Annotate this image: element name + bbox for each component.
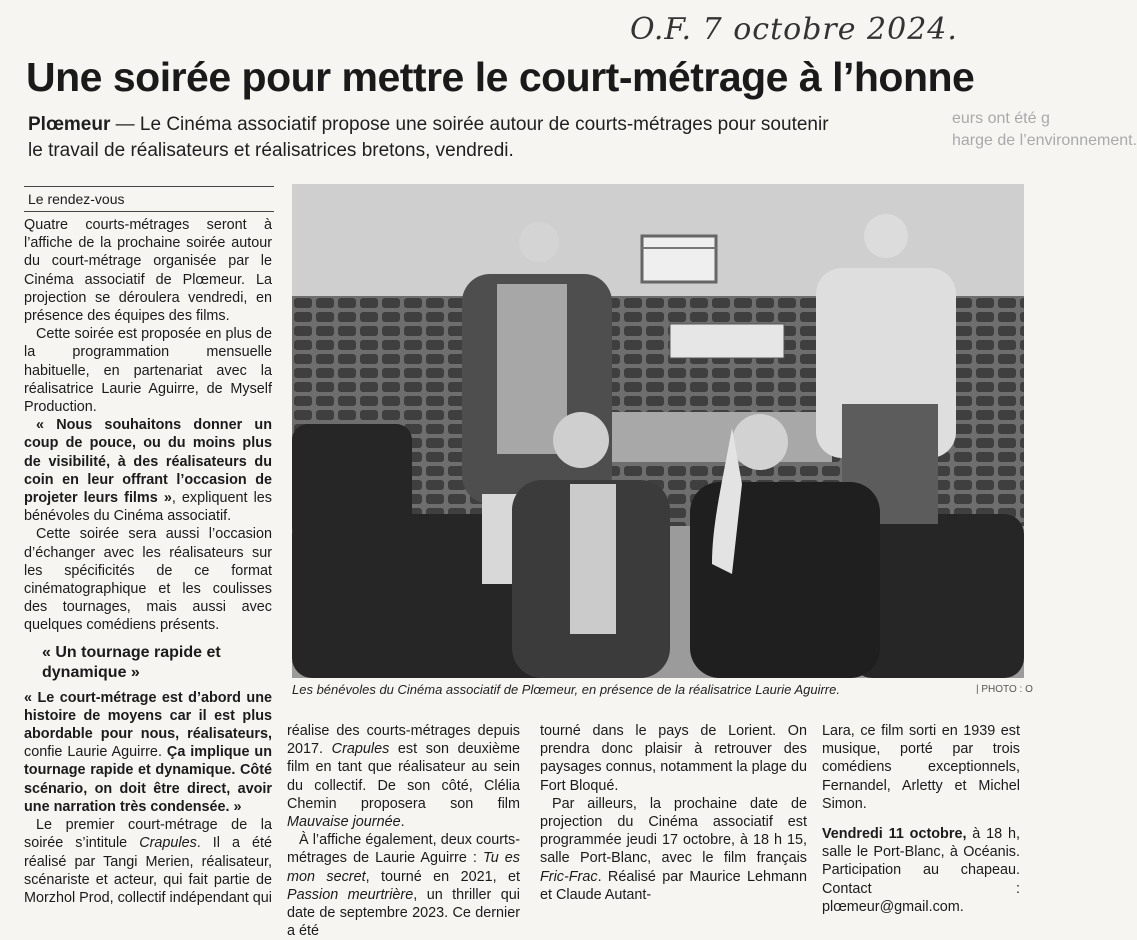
film-title: Mauvaise journée [287,814,401,831]
event-date: Vendredi 11 octobre, [822,826,967,843]
column-3 [540,722,807,904]
paragraph [540,795,807,904]
paragraph: Cette soirée est proposée en plus de la programmation mensuelle habituelle, en partenariat avec la réalisatrice Laurie Aguirre, de Myself Production. [24,326,272,416]
paragraph: Quatre courts-métrages seront à l’affiche de la prochaine soirée autour du court-métrage organisée par le Cinéma associatif de Plœmeur. La projection se déroulera vendredi, en présence des équipes des films. [24,217,272,325]
text: réalise des courts-métrages depuis 2017. [287,723,520,758]
text: Par ailleurs, la prochaine date de projection du Cinéma associatif est programmée jeudi 17 octobre, à 18 h 15, salle Port-Blanc, avec le film français [540,795,807,867]
text: , un thriller qui date de septembre 2023. Ce dernier a été [287,886,520,940]
text: À l’affiche également, deux courts-métrages de Laurie Aguirre : [287,832,520,867]
adjacent-article-fragment [952,108,1137,168]
text: , tourné en 2021, et [365,868,520,885]
photo-caption: Les bénévoles du Cinéma associatif de Plœmeur, en présence de la réalisatrice Laurie Aguirre. [292,682,840,697]
text: . [400,814,405,831]
text: Le premier court-métrage de la soirée s’intitule [24,817,272,852]
text: . Il a été réalisé par Tangi Merien, réalisateur, scénariste et acteur, qui fait partie de Morzhol Prod, collectif indépendant qui [24,835,273,906]
paragraph [24,416,272,525]
subheading: « Un tournage rapide et dynamique » [42,643,221,681]
quote: « Nous souhaitons donner un coup de pouce, ou du moins plus de visibilité, à des réalisateurs du coin en leur offrant l’occasion de projeter leurs films » [24,417,272,507]
article-lead [28,112,948,164]
paragraph: tourné dans le pays de Lorient. On prendra donc plaisir à retrouver des paysages connus, notamment la plage du Fort Bloqué. [540,723,807,794]
film-title: Fric-Frac [540,868,598,885]
film-title: Crapules [139,835,197,852]
lead-text-1: Le Cinéma associatif propose une soirée autour de courts-métrages pour soutenir [139,114,829,135]
quote: « Le court-métrage est d’abord une histoire de moyens car il est plus abordable pour nous, réalisateurs, [24,689,272,743]
film-title: Tu es mon secret [287,850,520,885]
paragraph: Lara, ce film sorti en 1939 est musique, porté par trois comédiens exceptionnels, Fernandel, Arletty et Michel Simon. [822,723,1020,812]
paragraph [287,831,520,940]
film-title: Passion meurtrière [287,886,414,903]
paragraph [287,722,520,831]
film-title: Crapules [331,741,390,758]
left-column [24,216,272,907]
adjacent-fragment-line: eurs ont été g [952,110,1050,127]
lead-text-2: le travail de réalisateurs et réalisatrices bretons, vendredi. [28,140,514,161]
article-photo [292,184,1024,678]
photo-credit: | PHOTO : O [976,684,1033,695]
paragraph: Cette soirée sera aussi l’occasion d’échanger avec les réalisateurs sur les spécificités de ce format cinématographique et les coulisses des tournages, mais aussi avec quelques comédiens présents. [24,526,272,634]
lead-place: Plœmeur [28,114,111,135]
article-headline: Une soirée pour mettre le court-métrage à l’honne [26,54,975,100]
column-2 [287,722,520,940]
column-4 [822,722,1020,916]
text: confie Laurie Aguirre. [24,744,167,761]
paragraph [24,689,272,816]
text: est son deuxième film en tant que réalisateur au sein du collectif. De son côté, Clélia Chemin proposera son film [287,741,521,812]
section-label: Le rendez-vous [24,186,274,212]
lead-dash: — [110,114,140,135]
adjacent-fragment-line: harge de l’environnement. [952,132,1137,149]
paragraph [822,825,1020,916]
text: . Réalisé par Maurice Lehmann et Claude Autant- [540,868,807,903]
text: , expliquent les bénévoles du Cinéma associatif. [24,490,273,525]
cinema-photo-illustration [292,184,1024,678]
quote: Ça implique un tournage rapide et dynamique. Côté scénario, on doit être direct, avoir une narration très condensée. » [24,744,273,815]
handwritten-date-note: O.F. 7 octobre 2024. [630,12,958,47]
text: à 18 h, salle le Port-Blanc, à Océanis. Participation au chapeau. Contact : plœmeur@gmail.com. [822,826,1020,915]
paragraph [24,816,272,907]
